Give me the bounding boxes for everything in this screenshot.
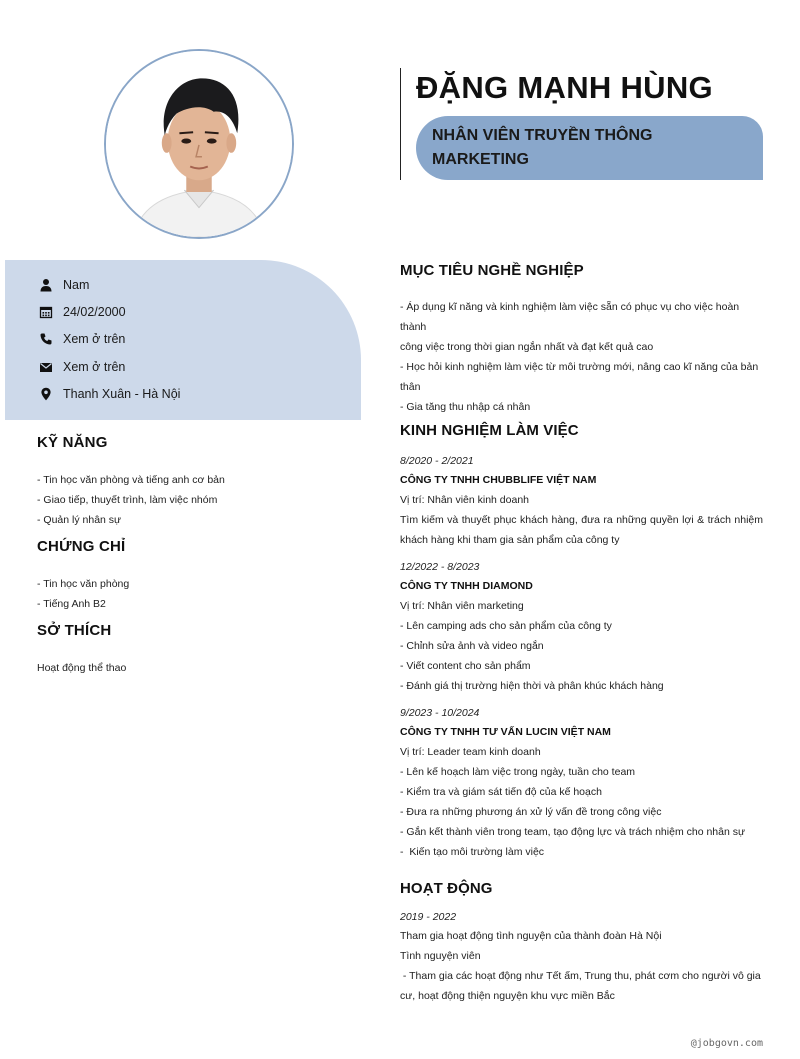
contact-gender — [39, 278, 89, 292]
activity-date: 2019 - 2022 — [400, 911, 457, 923]
objective-line: - Gia tăng thu nhập cá nhân — [400, 401, 531, 413]
job-line: - Đánh giá thị trường hiện thời và phân khúc khách hàng — [400, 680, 664, 692]
activity-role: Tình nguyện viên — [400, 950, 481, 962]
job-title-badge — [416, 116, 763, 180]
objective-line: - Học hỏi kinh nghiệm làm việc từ môi trường mới, nâng cao kĩ năng của bản — [400, 361, 759, 373]
address-text: Thanh Xuân - Hà Nội — [63, 387, 181, 401]
job-line: - Lên camping ads cho sản phẩm của công ty — [400, 620, 612, 632]
phone-icon — [39, 332, 53, 346]
job-date: 9/2023 - 10/2024 — [400, 707, 480, 719]
skill-item: - Giao tiếp, thuyết trình, làm việc nhóm — [37, 494, 218, 506]
experience-section — [400, 422, 763, 862]
job-line: - Kiến tạo môi trường làm việc — [400, 846, 545, 858]
activity-org: Tham gia hoạt động tình nguyện của thành đoàn Hà Nội — [400, 930, 662, 942]
job-entry — [400, 452, 763, 550]
job-line: - Viết content cho sản phẩm — [400, 660, 531, 672]
activity-line: - Tham gia các hoạt động như Tết ấm, Trung thu, phát cơm cho người vô gia — [400, 970, 761, 982]
person-icon — [39, 278, 53, 292]
job-line: khách hàng khi tham gia sản phẩm của công ty — [400, 534, 620, 546]
job-line: - Kiểm tra và giám sát tiến độ của kế hoạch — [400, 786, 602, 798]
contact-email — [39, 360, 125, 374]
job-company: CÔNG TY TNHH DIAMOND — [400, 580, 533, 592]
job-line: - Đưa ra những phương án xử lý vấn đề trong công việc — [400, 806, 662, 818]
job-date: 12/2022 - 8/2023 — [400, 561, 480, 573]
skills-title: KỸ NĂNG — [37, 434, 108, 451]
contact-address — [39, 387, 180, 401]
hobbies-title: SỞ THÍCH — [37, 622, 112, 639]
job-entry — [400, 704, 763, 862]
certificate-item: - Tiếng Anh B2 — [37, 598, 106, 610]
skill-item: - Quản lý nhân sự — [37, 514, 122, 526]
job-company: CÔNG TY TNHH CHUBBLIFE VIỆT NAM — [400, 474, 597, 486]
hobbies-section — [37, 622, 357, 678]
objective-line: thân — [400, 381, 421, 393]
watermark: @jobgovn.com — [690, 1038, 763, 1049]
job-position: Vị trí: Leader team kinh doanh — [400, 746, 541, 758]
job-date: 8/2020 - 2/2021 — [400, 455, 474, 467]
calendar-icon — [39, 305, 53, 319]
job-position: Vị trí: Nhân viên kinh doanh — [400, 494, 529, 506]
portrait-image — [106, 51, 292, 237]
job-line: - Chỉnh sửa ảnh và video ngắn — [400, 640, 544, 652]
certificate-item: - Tin học văn phòng — [37, 578, 130, 590]
hobby-item: Hoạt động thể thao — [37, 662, 127, 674]
job-entry — [400, 558, 763, 696]
job-position: Vị trí: Nhân viên marketing — [400, 600, 524, 612]
contact-panel — [5, 260, 361, 420]
certificates-title: CHỨNG CHỈ — [37, 538, 126, 555]
birthday-text: 24/02/2000 — [63, 305, 126, 319]
location-pin-icon — [39, 387, 53, 401]
job-title-line: NHÂN VIÊN TRUYỀN THÔNG — [432, 127, 653, 144]
job-line: - Lên kế hoạch làm việc trong ngày, tuần cho team — [400, 766, 636, 778]
activity-line: cư, hoạt động thiện nguyện khu vực miền Bắc — [400, 990, 615, 1002]
experience-title: KINH NGHIỆM LÀM VIỆC — [400, 422, 579, 439]
objective-title: MỤC TIÊU NGHỀ NGHIỆP — [400, 262, 584, 279]
skill-item: - Tin học văn phòng và tiếng anh cơ bản — [37, 474, 225, 486]
job-title-line: MARKETING — [432, 151, 529, 168]
contact-phone — [39, 332, 125, 346]
full-name: ĐẶNG MẠNH HÙNG — [416, 70, 713, 105]
activities-title: HOẠT ĐỘNG — [400, 880, 493, 897]
objective-line: công việc trong thời gian ngắn nhất và đạt kết quả cao — [400, 341, 654, 353]
email-text: Xem ở trên — [63, 360, 126, 374]
certificates-section — [37, 538, 357, 614]
skills-section — [37, 434, 357, 530]
job-line: Tìm kiếm và thuyết phục khách hàng, đưa ra những quyền lợi & trách nhiệm — [400, 514, 763, 526]
contact-birthday — [39, 305, 126, 319]
phone-text: Xem ở trên — [63, 332, 126, 346]
gender-text: Nam — [63, 278, 90, 292]
objective-section — [400, 262, 763, 417]
activities-section — [400, 880, 763, 1006]
mail-icon — [39, 360, 53, 374]
objective-line: - Áp dụng kĩ năng và kinh nghiệm làm việc sẵn có phục vụ cho việc hoàn thành — [400, 301, 740, 333]
job-line: - Gắn kết thành viên trong team, tạo động lực và trách nhiệm cho nhân sự — [400, 826, 746, 838]
job-company: CÔNG TY TNHH TƯ VẤN LUCIN VIỆT NAM — [400, 726, 611, 738]
profile-photo — [104, 49, 294, 239]
